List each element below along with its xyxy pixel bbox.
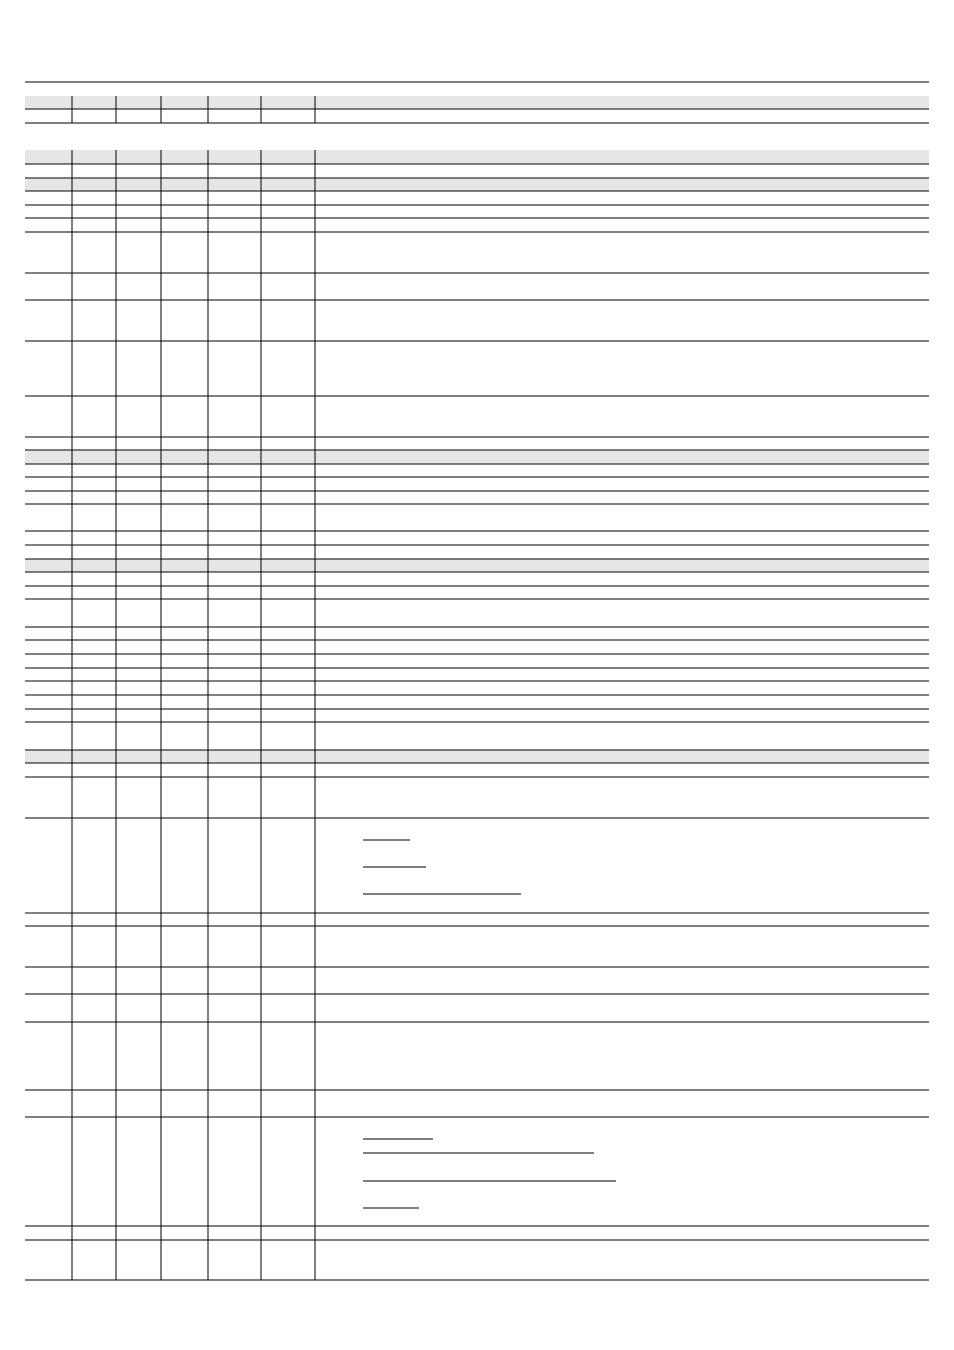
table-1 bbox=[25, 96, 929, 123]
table-2 bbox=[25, 150, 929, 1280]
blank-underlines bbox=[363, 840, 616, 1208]
